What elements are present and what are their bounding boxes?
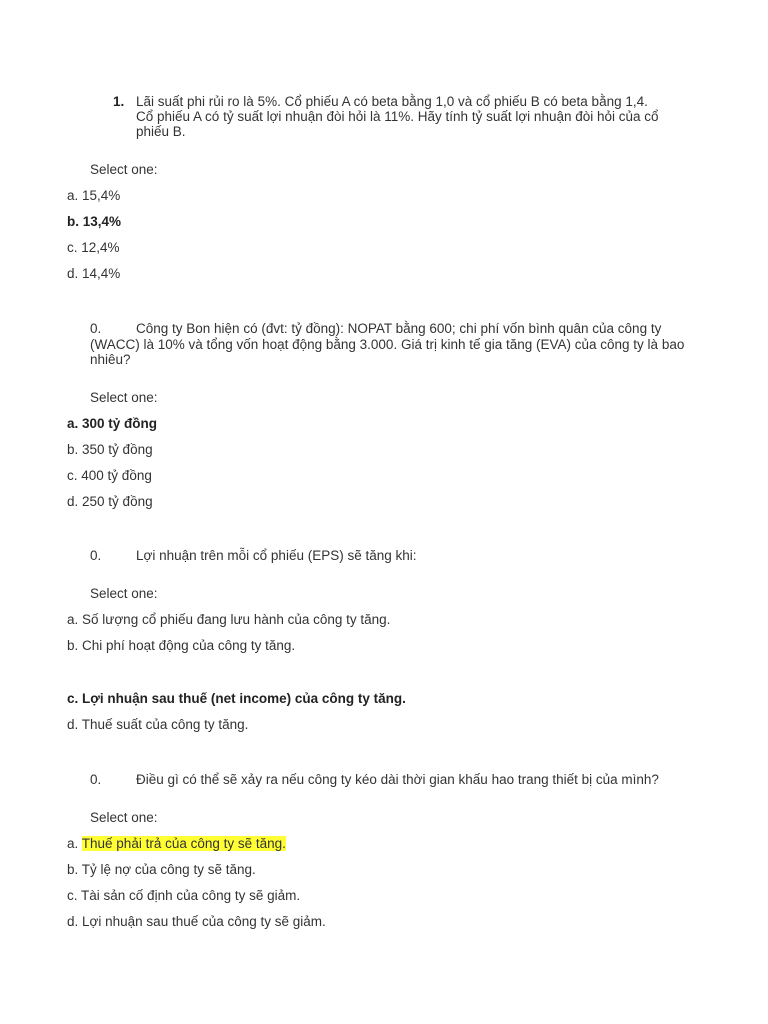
option-text: 250 tỷ đồng <box>82 494 153 509</box>
answer-option-d[interactable] <box>67 266 120 281</box>
option-letter: d. <box>67 266 79 281</box>
option-letter: c. <box>67 468 78 483</box>
answer-option-c[interactable] <box>67 691 406 706</box>
option-letter: a. <box>67 416 79 431</box>
question-number: 1. <box>113 94 125 109</box>
question-text: Lợi nhuận trên mỗi cổ phiếu (EPS) sẽ tăng khi: <box>136 548 417 563</box>
option-text: 350 tỷ đồng <box>82 442 153 457</box>
option-text: 12,4% <box>81 240 120 255</box>
select-one-label: Select one: <box>90 586 158 601</box>
select-one-label: Select one: <box>90 390 158 405</box>
option-text: Số lượng cổ phiếu đang lưu hành của công ty tăng. <box>82 612 391 627</box>
answer-option-c[interactable] <box>67 240 120 255</box>
answer-option-b[interactable] <box>67 638 295 653</box>
option-text: Lợi nhuận sau thuế của công ty sẽ giảm. <box>82 914 326 929</box>
answer-option-d[interactable] <box>67 494 153 509</box>
question-number: 0. <box>90 772 102 787</box>
option-letter: a. <box>67 612 79 627</box>
answer-option-d[interactable] <box>67 717 248 732</box>
option-letter: c. <box>67 888 78 903</box>
option-text: 13,4% <box>82 214 122 229</box>
option-text: Thuế suất của công ty tăng. <box>81 717 249 732</box>
option-letter: b. <box>67 638 79 653</box>
option-text: 300 tỷ đồng <box>82 416 158 431</box>
option-letter: c. <box>67 240 78 255</box>
option-text: Chi phí hoạt động của công ty tăng. <box>82 638 296 653</box>
option-letter: d. <box>67 914 79 929</box>
question-number: 0. <box>90 548 102 563</box>
option-text: 14,4% <box>82 266 121 281</box>
option-letter: a. <box>67 188 79 203</box>
answer-option-c[interactable] <box>67 888 300 903</box>
option-letter: c. <box>67 691 79 706</box>
question-text: Lãi suất phi rủi ro là 5%. Cổ phiếu A có beta bằng 1,0 và cổ phiếu B có beta bằng 1,4. Cổ phiếu A có tỷ suất lợi nhuận đòi hỏi là 11%. Hãy tính tỷ suất lợi nhuận đòi hỏi của cổ phiếu B. <box>136 94 659 139</box>
option-text: 400 tỷ đồng <box>81 468 152 483</box>
question-number: 0. <box>90 321 102 336</box>
answer-option-b[interactable] <box>67 442 153 457</box>
select-one-label: Select one: <box>90 810 158 825</box>
question-text: Điều gì có thể sẽ xảy ra nếu công ty kéo dài thời gian khấu hao trang thiết bị của mình? <box>136 772 659 787</box>
answer-option-a[interactable] <box>67 416 157 431</box>
answer-option-b[interactable] <box>67 214 121 229</box>
option-text: Tỷ lệ nợ của công ty sẽ tăng. <box>81 862 256 877</box>
option-letter: a. <box>67 836 79 851</box>
answer-option-a[interactable] <box>67 612 390 627</box>
select-one-label: Select one: <box>90 162 158 177</box>
answer-option-b[interactable] <box>67 862 256 877</box>
option-letter: d. <box>67 494 79 509</box>
option-letter: b. <box>67 862 79 877</box>
option-text: Lợi nhuận sau thuế (net income) của công ty tăng. <box>82 691 406 706</box>
answer-option-a[interactable] <box>67 836 286 851</box>
option-letter: b. <box>67 442 79 457</box>
answer-option-d[interactable] <box>67 914 326 929</box>
option-text: 15,4% <box>82 188 121 203</box>
answer-option-c[interactable] <box>67 468 152 483</box>
answer-option-a[interactable] <box>67 188 120 203</box>
option-letter: d. <box>67 717 79 732</box>
question-text: Công ty Bon hiện có (đvt: tỷ đồng): NOPAT bằng 600; chi phí vốn bình quân của công ty (WACC) là 10% và tổng vốn hoạt động bằng 3.000. Giá trị kinh tế gia tăng (EVA) của công ty là bao nhiêu? <box>90 321 685 367</box>
option-letter: b. <box>67 214 79 229</box>
option-text: Tài sản cố định của công ty sẽ giảm. <box>81 888 301 903</box>
highlighted-option-text: Thuế phải trả của công ty sẽ tăng. <box>81 836 286 851</box>
